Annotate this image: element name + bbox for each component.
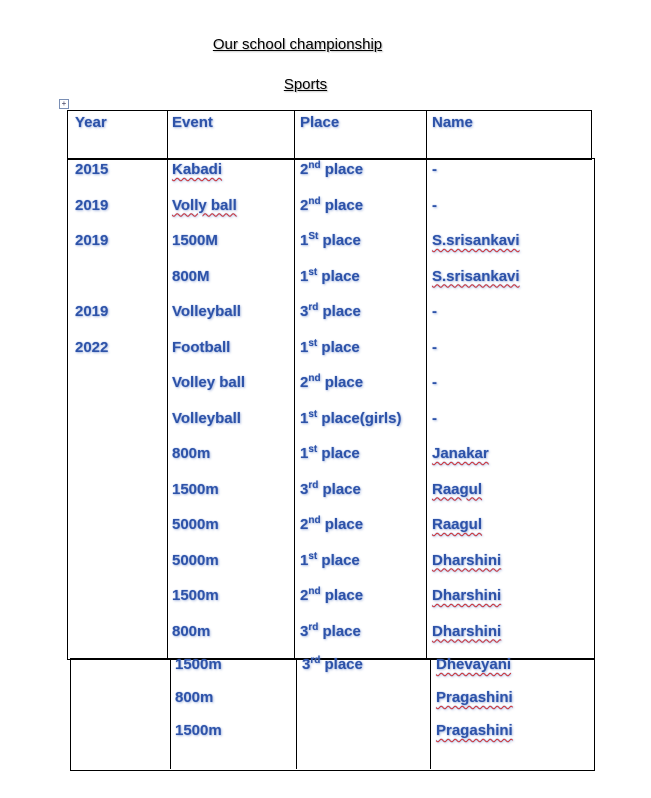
row-name: - <box>432 161 437 178</box>
row-name: Janakar <box>432 445 489 462</box>
row-year: 2022 <box>75 338 109 356</box>
row-place: 2nd place <box>300 373 364 391</box>
row-name: Pragashini <box>436 689 513 706</box>
row-event: Kabadi <box>172 161 223 178</box>
row-place: 2nd place <box>300 160 364 178</box>
row-event: Volleyball <box>172 409 241 427</box>
row-place: 3rd place <box>300 479 361 498</box>
header-name: Name <box>432 114 473 131</box>
table-continuation <box>70 655 595 771</box>
row-year: 2019 <box>75 232 109 249</box>
row-name: - <box>432 196 437 214</box>
row-event: 1500M <box>172 232 218 249</box>
header-year: Year <box>75 114 107 131</box>
row-year: 2019 <box>75 303 109 320</box>
row-name: Dharshini <box>432 622 502 640</box>
row-name: Raagul <box>432 516 483 533</box>
row-name: Pragashini <box>436 722 513 739</box>
row-place: 2nd place <box>300 586 364 604</box>
row-place: 3rd place <box>300 302 361 320</box>
row-place: 3rd place <box>300 621 361 640</box>
row-name: S.srisankavi <box>432 267 520 285</box>
row-place: 1st place <box>300 337 360 356</box>
row-name: Dharshini <box>432 587 502 604</box>
row-event: 800m <box>175 689 214 706</box>
row-name: - <box>432 338 437 356</box>
row-event: Volly ball <box>172 196 237 214</box>
row-event: 800m <box>172 622 211 640</box>
document-subtitle: Sports <box>283 76 328 93</box>
row-event: 800M <box>172 267 210 285</box>
row-event: 800m <box>172 445 211 462</box>
row-place: 1st place <box>300 266 360 285</box>
row-name: - <box>432 303 437 320</box>
table-move-handle-icon[interactable]: + <box>59 99 69 109</box>
row-place: 1st place <box>300 550 360 569</box>
row-event: 1500m <box>172 480 219 498</box>
row-event: 5000m <box>172 516 219 533</box>
row-name: Dhevayani <box>436 656 512 673</box>
row-name: - <box>432 374 437 391</box>
row-name: Dharshini <box>432 551 502 569</box>
row-name: S.srisankavi <box>432 232 520 249</box>
row-event: 1500m <box>175 656 222 673</box>
header-place: Place <box>300 114 340 131</box>
row-name: - <box>432 409 437 427</box>
row-name: Raagul <box>432 480 483 498</box>
row-place: 1st place <box>300 444 360 462</box>
row-place: 3rd place <box>302 655 363 673</box>
row-event: Football <box>172 338 231 356</box>
row-event: 5000m <box>172 551 219 569</box>
row-event: 1500m <box>175 722 222 739</box>
row-place: 1St place <box>300 231 361 249</box>
row-event: Volleyball <box>172 303 241 320</box>
document-title: Our school championship <box>212 36 383 53</box>
header-event: Event <box>172 114 213 131</box>
row-year: 2019 <box>75 196 109 214</box>
row-place: 1st place(girls) <box>300 408 402 427</box>
row-event: 1500m <box>172 587 219 604</box>
row-year: 2015 <box>75 161 109 178</box>
row-place: 2nd place <box>300 515 364 533</box>
row-place: 2nd place <box>300 195 364 214</box>
row-event: Volley ball <box>172 374 246 391</box>
